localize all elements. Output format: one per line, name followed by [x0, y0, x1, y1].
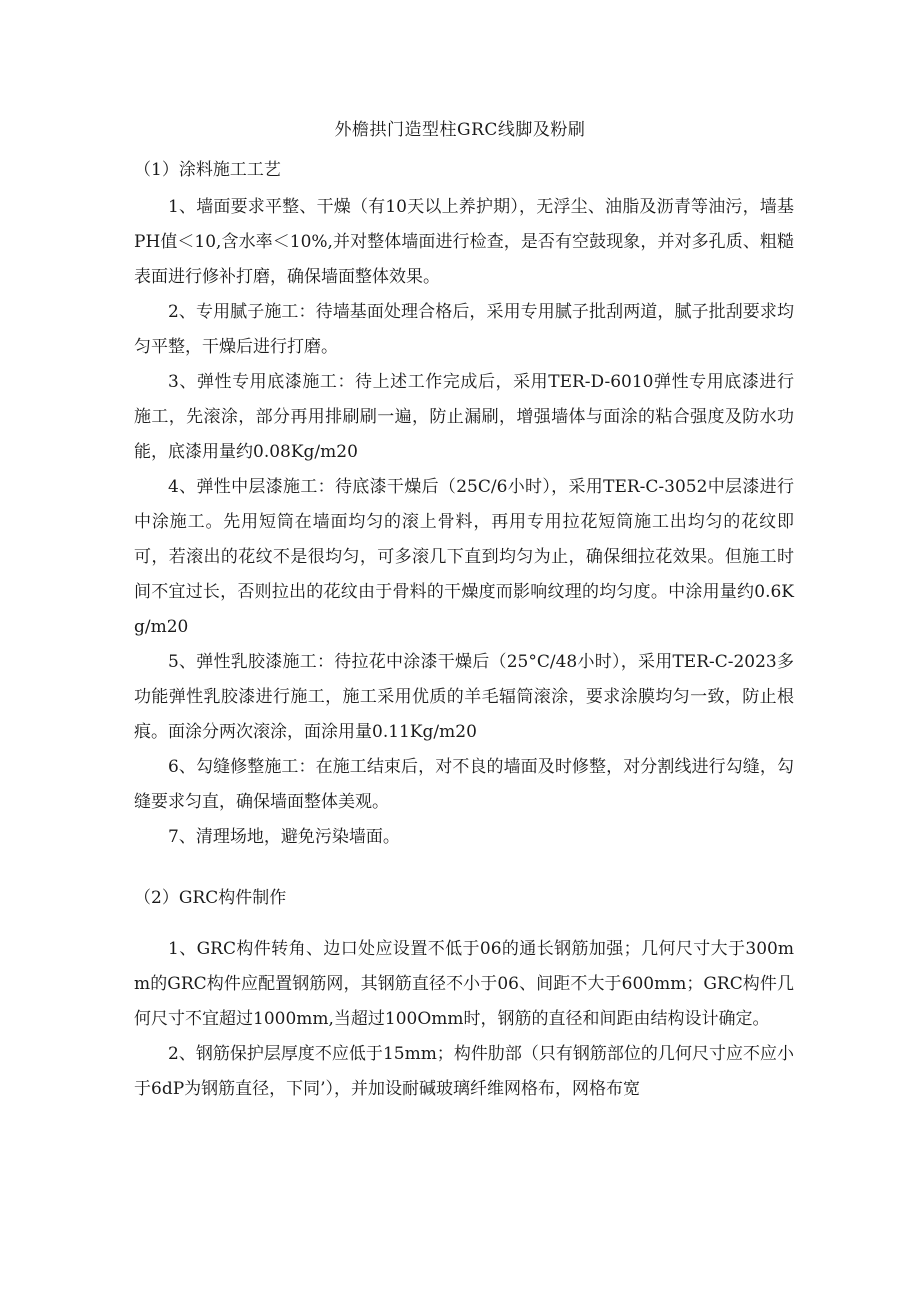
document-title: 外檐拱门造型柱GRC线脚及粉刷 — [334, 120, 586, 140]
paragraph-2: 2、专用腻子施工：待墙基面处理合格后，采用专用腻子批刮两道，腻子批刮要求均匀平整，干燥后进行打磨。 — [134, 302, 794, 357]
paragraph-grc-2: 2、钢筋保护层厚度不应低于15mm；构件肋部（只有钢筋部位的几何尺寸应不应小于6dP为钢筋直径，下同’），并加设耐碱玻璃纤维网格布，网格布宽 — [134, 1044, 794, 1099]
section-body-grc — [134, 932, 794, 1107]
section-heading-coating: （1）涂料施工工艺 — [134, 160, 281, 180]
paragraph-grc-1: 1、GRC构件转角、边口处应设置不低于06的通长钢筋加强；几何尺寸大于300mm的GRC构件应配置钢筋网，其钢筋直径不小于06、间距不大于600mm；GRC构件几何尺寸不宜超过1000mm,当超过100Omm时，钢筋的直径和间距由结构设计确定。 — [134, 939, 794, 1029]
section-body-coating — [134, 190, 794, 855]
paragraph-3: 3、弹性专用底漆施工：待上述工作完成后，采用TER-D-6010弹性专用底漆进行施工，先滚涂，部分再用排刷刷一遍，防止漏刷，增强墙体与面涂的粘合强度及防水功能，底漆用量约0.08Kg∕m20 — [134, 372, 794, 462]
paragraph-1: 1、墙面要求平整、干燥（有10天以上养护期），无浮尘、油脂及沥青等油污，墙基PH值＜10,含水率＜10%,并对整体墙面进行检查，是否有空鼓现象，并对多孔质、粗糙表面进行修补打磨，确保墙面整体效果。 — [134, 197, 794, 287]
paragraph-6: 6、勾缝修整施工：在施工结束后，对不良的墙面及时修整，对分割线进行勾缝，勾缝要求匀直，确保墙面整体美观。 — [134, 757, 794, 812]
section-heading-grc: （2）GRC构件制作 — [134, 888, 287, 908]
paragraph-4: 4、弹性中层漆施工：待底漆干燥后（25C/6小时），采用TER-C-3052中层漆进行中涂施工。先用短筒在墙面均匀的滚上骨料，再用专用拉花短筒施工出均匀的花纹即可，若滚出的花纹不是很均匀，可多滚几下直到均匀为止，确保细拉花效果。但施工时间不宜过长，否则拉出的花纹由于骨料的干燥度而影响纹理的均匀度。中涂用量约0.6Kg∕m20 — [134, 477, 794, 637]
paragraph-7: 7、清理场地，避免污染墙面。 — [168, 827, 400, 847]
paragraph-5: 5、弹性乳胶漆施工：待拉花中涂漆干燥后（25°C∕48小时），采用TER-C-2023多功能弹性乳胶漆进行施工，施工采用优质的羊毛辐筒滚涂，要求涂膜均匀一致，防止根痕。面涂分两次滚涂，面涂用量0.11Kg∕m20 — [134, 652, 794, 742]
